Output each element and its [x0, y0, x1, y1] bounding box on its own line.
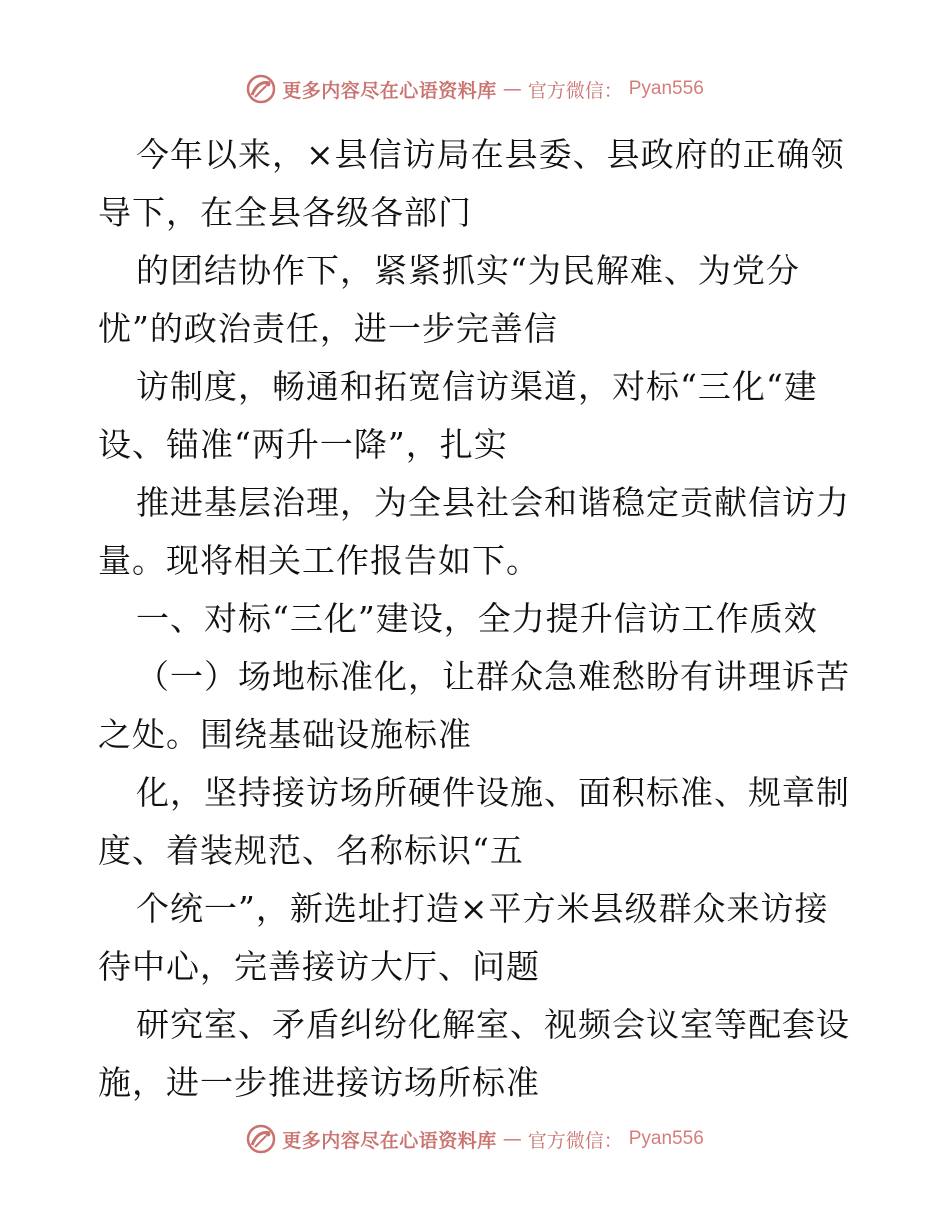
banner-wechat-label: 官方微信：	[527, 1129, 623, 1152]
document-body	[98, 126, 858, 1112]
body-line: 的团结协作下，紧紧抓实“为民解难、为党分	[136, 251, 800, 290]
header-watermark-banner	[0, 72, 950, 106]
banner-main-text: 更多内容尽在心语资料库	[282, 1129, 497, 1152]
subsection-heading: （一）场地标准化，让群众急难愁盼有讲理诉苦	[136, 657, 850, 696]
body-line: 导下，在全县各级各部门	[98, 193, 472, 232]
body-line: 量。现将相关工作报告如下。	[98, 541, 540, 580]
section-heading: 一、对标“三化”建设，全力提升信访工作质效	[136, 599, 818, 638]
logo-icon	[246, 1124, 276, 1154]
body-line: 忧”的政治责任，进一步完善信	[98, 309, 558, 348]
body-line: 化，坚持接访场所硬件设施、面积标准、规章制	[136, 773, 850, 812]
body-line: 访制度，畅通和拓宽信访渠道，对标“三化“建	[136, 367, 818, 406]
banner-dash: —	[502, 1128, 522, 1150]
body-line: 研究室、矛盾纠纷化解室、视频会议室等配套设	[136, 1005, 850, 1044]
logo-icon	[246, 74, 276, 104]
banner-dash: —	[502, 78, 522, 100]
footer-watermark-banner	[0, 1122, 950, 1156]
banner-wechat-id: Pyan556	[628, 1128, 704, 1149]
body-line: 今年以来，×县信访局在县委、县政府的正确领	[136, 135, 845, 174]
body-line: 设、锚准“两升一降”，扎实	[98, 425, 508, 464]
banner-wechat-label: 官方微信：	[527, 79, 623, 102]
body-line: 施，进一步推进接访场所标准	[98, 1063, 540, 1102]
banner-main-text: 更多内容尽在心语资料库	[282, 79, 497, 102]
body-line: 待中心，完善接访大厅、问题	[98, 947, 540, 986]
banner-wechat-id: Pyan556	[628, 78, 704, 99]
body-line: 度、着装规范、名称标识“五	[98, 831, 524, 870]
body-line: 推进基层治理，为全县社会和谐稳定贡献信访力	[136, 483, 850, 522]
body-line: 个统一”，新选址打造×平方米县级群众来访接	[136, 889, 829, 928]
body-line: 之处。围绕基础设施标准	[98, 715, 472, 754]
